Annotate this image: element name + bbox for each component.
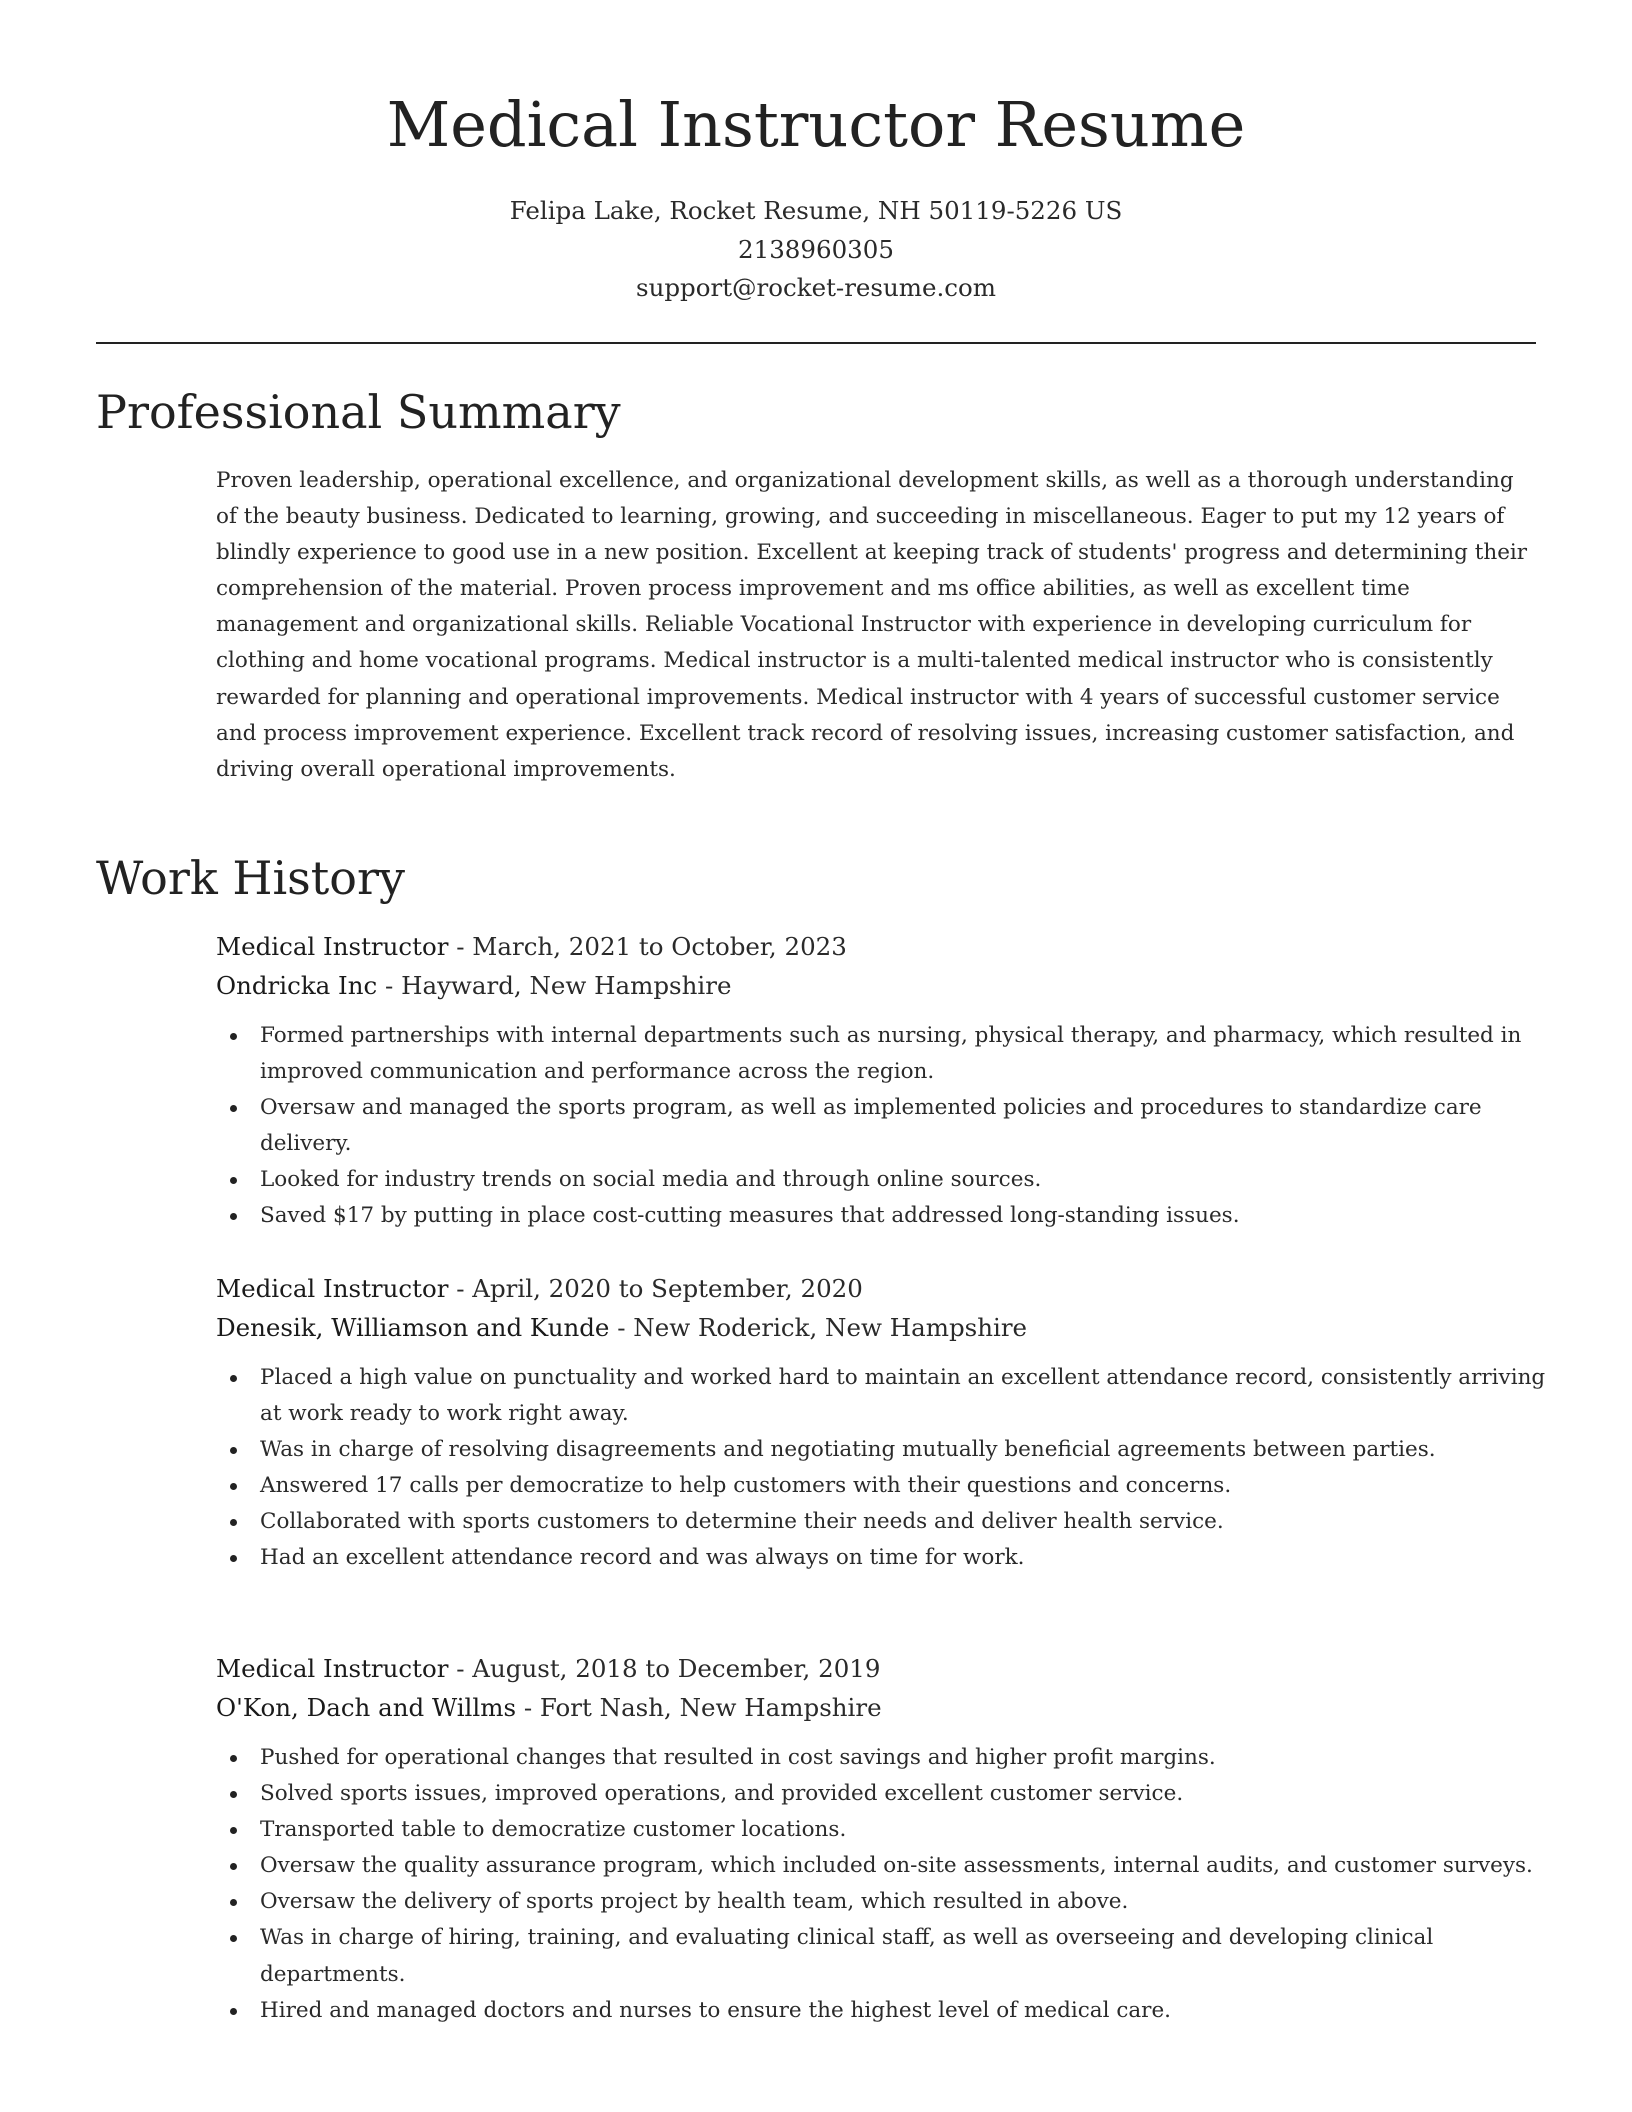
header-divider (96, 342, 1536, 344)
job-bullet: Formed partnerships with internal departments such as nursing, physical therapy, and pharmacy, which resulted in improved communication and performance across the region. (216, 1018, 1546, 1090)
job-bullet: Answered 17 calls per democratize to help customers with their questions and concerns. (216, 1468, 1546, 1504)
job-company-line (216, 1689, 1546, 1728)
job-bullet: Transported table to democratize customer locations. (216, 1812, 1546, 1848)
job-company: O'Kon, Dach and Willms (216, 1692, 517, 1722)
work-history-heading: Work History (96, 851, 405, 905)
resume-title: Medical Instructor Resume (386, 88, 1246, 161)
job-location: - New Roderick, New Hampshire (609, 1312, 1028, 1342)
job-location: - Hayward, New Hampshire (377, 970, 732, 1000)
job-bullet: Placed a high value on punctuality and worked hard to maintain an excellent attendance record, consistently arriving at work ready to work right away. (216, 1360, 1546, 1432)
job-title: Medical Instructor (216, 1654, 449, 1683)
job-company: Denesik, Williamson and Kunde (216, 1312, 610, 1342)
job-location: - Fort Nash, New Hampshire (516, 1692, 882, 1722)
contact-block (0, 192, 1632, 308)
job-bullet: Was in charge of hiring, training, and evaluating clinical staff, as well as overseeing and developing clinical departments. (216, 1920, 1546, 1992)
summary-section (216, 463, 1536, 788)
job-bullets (216, 1360, 1546, 1577)
job-bullet: Solved sports issues, improved operations, and provided excellent customer service. (216, 1776, 1546, 1812)
summary-heading: Professional Summary (96, 385, 621, 439)
job-bullet: Hired and managed doctors and nurses to ensure the highest level of medical care. (216, 1993, 1546, 2029)
job-title-line (216, 928, 1546, 967)
job-title: Medical Instructor (216, 1274, 449, 1303)
contact-email: support@rocket-resume.com (636, 273, 996, 302)
job-company: Ondricka Inc (216, 970, 378, 1000)
contact-phone: 2138960305 (738, 234, 894, 264)
job-bullet: Collaborated with sports customers to determine their needs and deliver health service. (216, 1504, 1546, 1540)
job-entry (216, 1270, 1546, 1577)
job-bullet: Looked for industry trends on social media and through online sources. (216, 1162, 1546, 1198)
job-title-line (216, 1650, 1546, 1689)
job-title-line (216, 1270, 1546, 1309)
job-title: Medical Instructor (216, 932, 449, 961)
job-bullets (216, 1018, 1546, 1235)
job-dates: - March, 2021 to October, 2023 (448, 932, 847, 961)
job-bullet: Oversaw the quality assurance program, which included on-site assessments, internal audits, and customer surveys. (216, 1848, 1546, 1884)
job-bullets (216, 1740, 1546, 2029)
job-bullet: Oversaw and managed the sports program, as well as implemented policies and procedures to standardize care delivery. (216, 1090, 1546, 1162)
job-bullet: Pushed for operational changes that resulted in cost savings and higher profit margins. (216, 1740, 1546, 1776)
job-entry (216, 928, 1546, 1235)
job-entry (216, 1650, 1546, 2029)
job-dates: - August, 2018 to December, 2019 (448, 1654, 881, 1683)
job-bullet: Had an excellent attendance record and was always on time for work. (216, 1540, 1546, 1576)
job-dates: - April, 2020 to September, 2020 (448, 1274, 863, 1303)
job-bullet: Oversaw the delivery of sports project by health team, which resulted in above. (216, 1884, 1546, 1920)
job-bullet: Was in charge of resolving disagreements and negotiating mutually beneficial agreements between parties. (216, 1432, 1546, 1468)
job-bullet: Saved $17 by putting in place cost-cutting measures that addressed long-standing issues. (216, 1198, 1546, 1234)
summary-text: Proven leadership, operational excellence, and organizational development skills, as well as a thorough understanding of the beauty business. Dedicated to learning, growing, and succeeding in miscellaneous. Eager to put my 12 years of blindly experience to good use in a new position. Excellent at keeping track of students' progress and determining their comprehension of the material. Proven process improvement and ms office abilities, as well as excellent time management and organizational skills. Reliable Vocational Instructor with experience in developing curriculum for clothing and home vocational programs. Medical instructor is a multi-talented medical instructor who is consistently rewarded for planning and operational improvements. Medical instructor with 4 years of successful customer service and process improvement experience. Excellent track record of resolving issues, increasing customer satisfaction, and driving overall operational improvements. (216, 468, 1528, 782)
contact-address: Felipa Lake, Rocket Resume, NH 50119-5226 US (509, 196, 1123, 225)
job-company-line (216, 1309, 1546, 1348)
job-company-line (216, 967, 1546, 1006)
